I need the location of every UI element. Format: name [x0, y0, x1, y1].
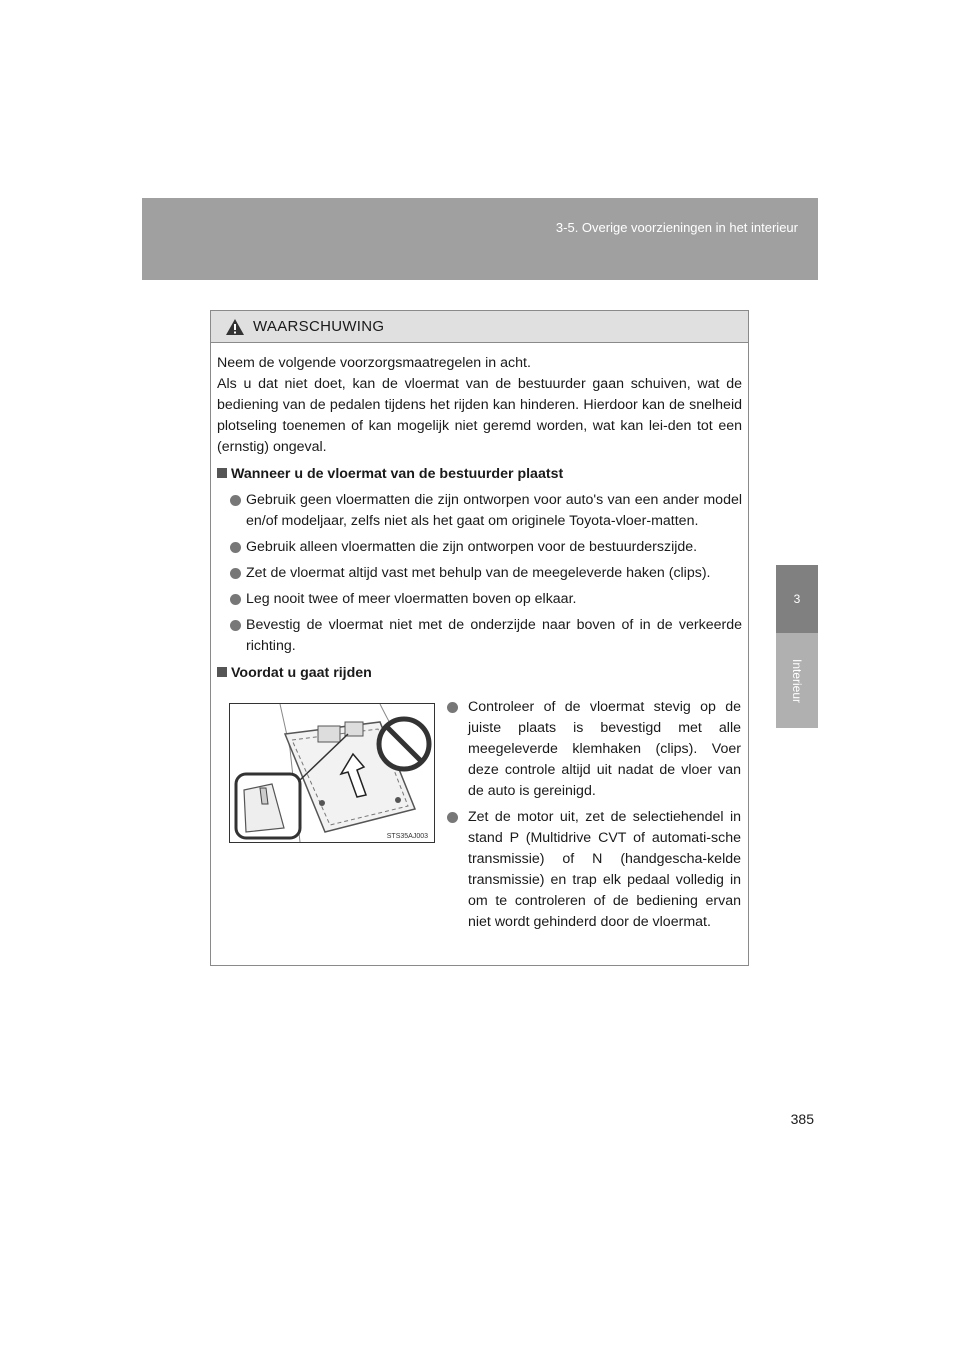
- chapter-tab-number[interactable]: 3: [776, 565, 818, 633]
- section-title: 3-5. Overige voorzieningen in het interieur: [555, 220, 798, 235]
- list-item: Zet de motor uit, zet de selectiehendel in stand P (Multidrive CVT of automati-sche transmissie) of N (handgescha-kelde transmissie) en trap elk pedaal volledig in om te controleren of de bediening ervan niet wordt gehinderd door de vloermat.: [445, 807, 741, 933]
- before-driving-list: [445, 697, 741, 938]
- square-bullet-icon: [217, 468, 227, 478]
- square-bullet-icon: [217, 667, 227, 677]
- round-bullet-icon: [230, 495, 241, 506]
- round-bullet-icon: [447, 702, 458, 713]
- warning-triangle-icon: [225, 318, 245, 336]
- floor-mat-illustration: [229, 703, 435, 843]
- warning-body: [211, 343, 748, 684]
- section-heading-placing-mat: Wanneer u de vloermat van de bestuurder plaatst: [217, 464, 742, 485]
- floor-mat-drawing: [230, 704, 435, 843]
- list-item: Bevestig de vloermat niet met de onderzijde naar boven of in de verkeerde richting.: [217, 615, 742, 657]
- chapter-tab-label[interactable]: [776, 633, 818, 728]
- round-bullet-icon: [230, 542, 241, 553]
- round-bullet-icon: [230, 620, 241, 631]
- page-number: 385: [790, 1111, 814, 1127]
- round-bullet-icon: [230, 594, 241, 605]
- warning-title: WAARSCHUWING: [253, 318, 385, 335]
- warning-intro-paragraph: Als u dat niet doet, kan de vloermat van de bestuurder gaan schuiven, wat de bediening van de pedalen tijdens het rijden kan hinderen. Hierdoor kan de snelheid plotseling toenemen of kan mogelijk niet geremd worden, wat kan lei-den tot een (ernstig) ongeval.: [217, 376, 742, 455]
- list-item: Zet de vloermat altijd vast met behulp van de meegeleverde haken (clips).: [217, 563, 742, 584]
- list-item: Gebruik geen vloermatten die zijn ontworpen voor auto's van een ander model en/of modeljaar, zelfs niet als het gaat om originele Toyota-vloer-matten.: [217, 490, 742, 532]
- list-item: Gebruik alleen vloermatten die zijn ontworpen voor de bestuurderszijde.: [217, 537, 742, 558]
- header-band: [142, 198, 818, 280]
- illustration-code: STS35AJ003: [386, 833, 428, 840]
- round-bullet-icon: [230, 568, 241, 579]
- list-item: Leg nooit twee of meer vloermatten boven op elkaar.: [217, 589, 742, 610]
- warning-header: [211, 311, 748, 343]
- round-bullet-icon: [447, 812, 458, 823]
- list-item: Controleer of de vloermat stevig op de juiste plaats is bevestigd met alle meegeleverde klemhaken (clips). Voer deze controle altijd uit nadat de vloer van de auto is gereinigd.: [445, 697, 741, 802]
- chapter-tab-label-text: Interieur: [790, 658, 804, 703]
- section-heading-before-driving: Voordat u gaat rijden: [217, 663, 742, 684]
- warning-intro-line-1: Neem de volgende voorzorgsmaatregelen in acht.: [217, 355, 531, 371]
